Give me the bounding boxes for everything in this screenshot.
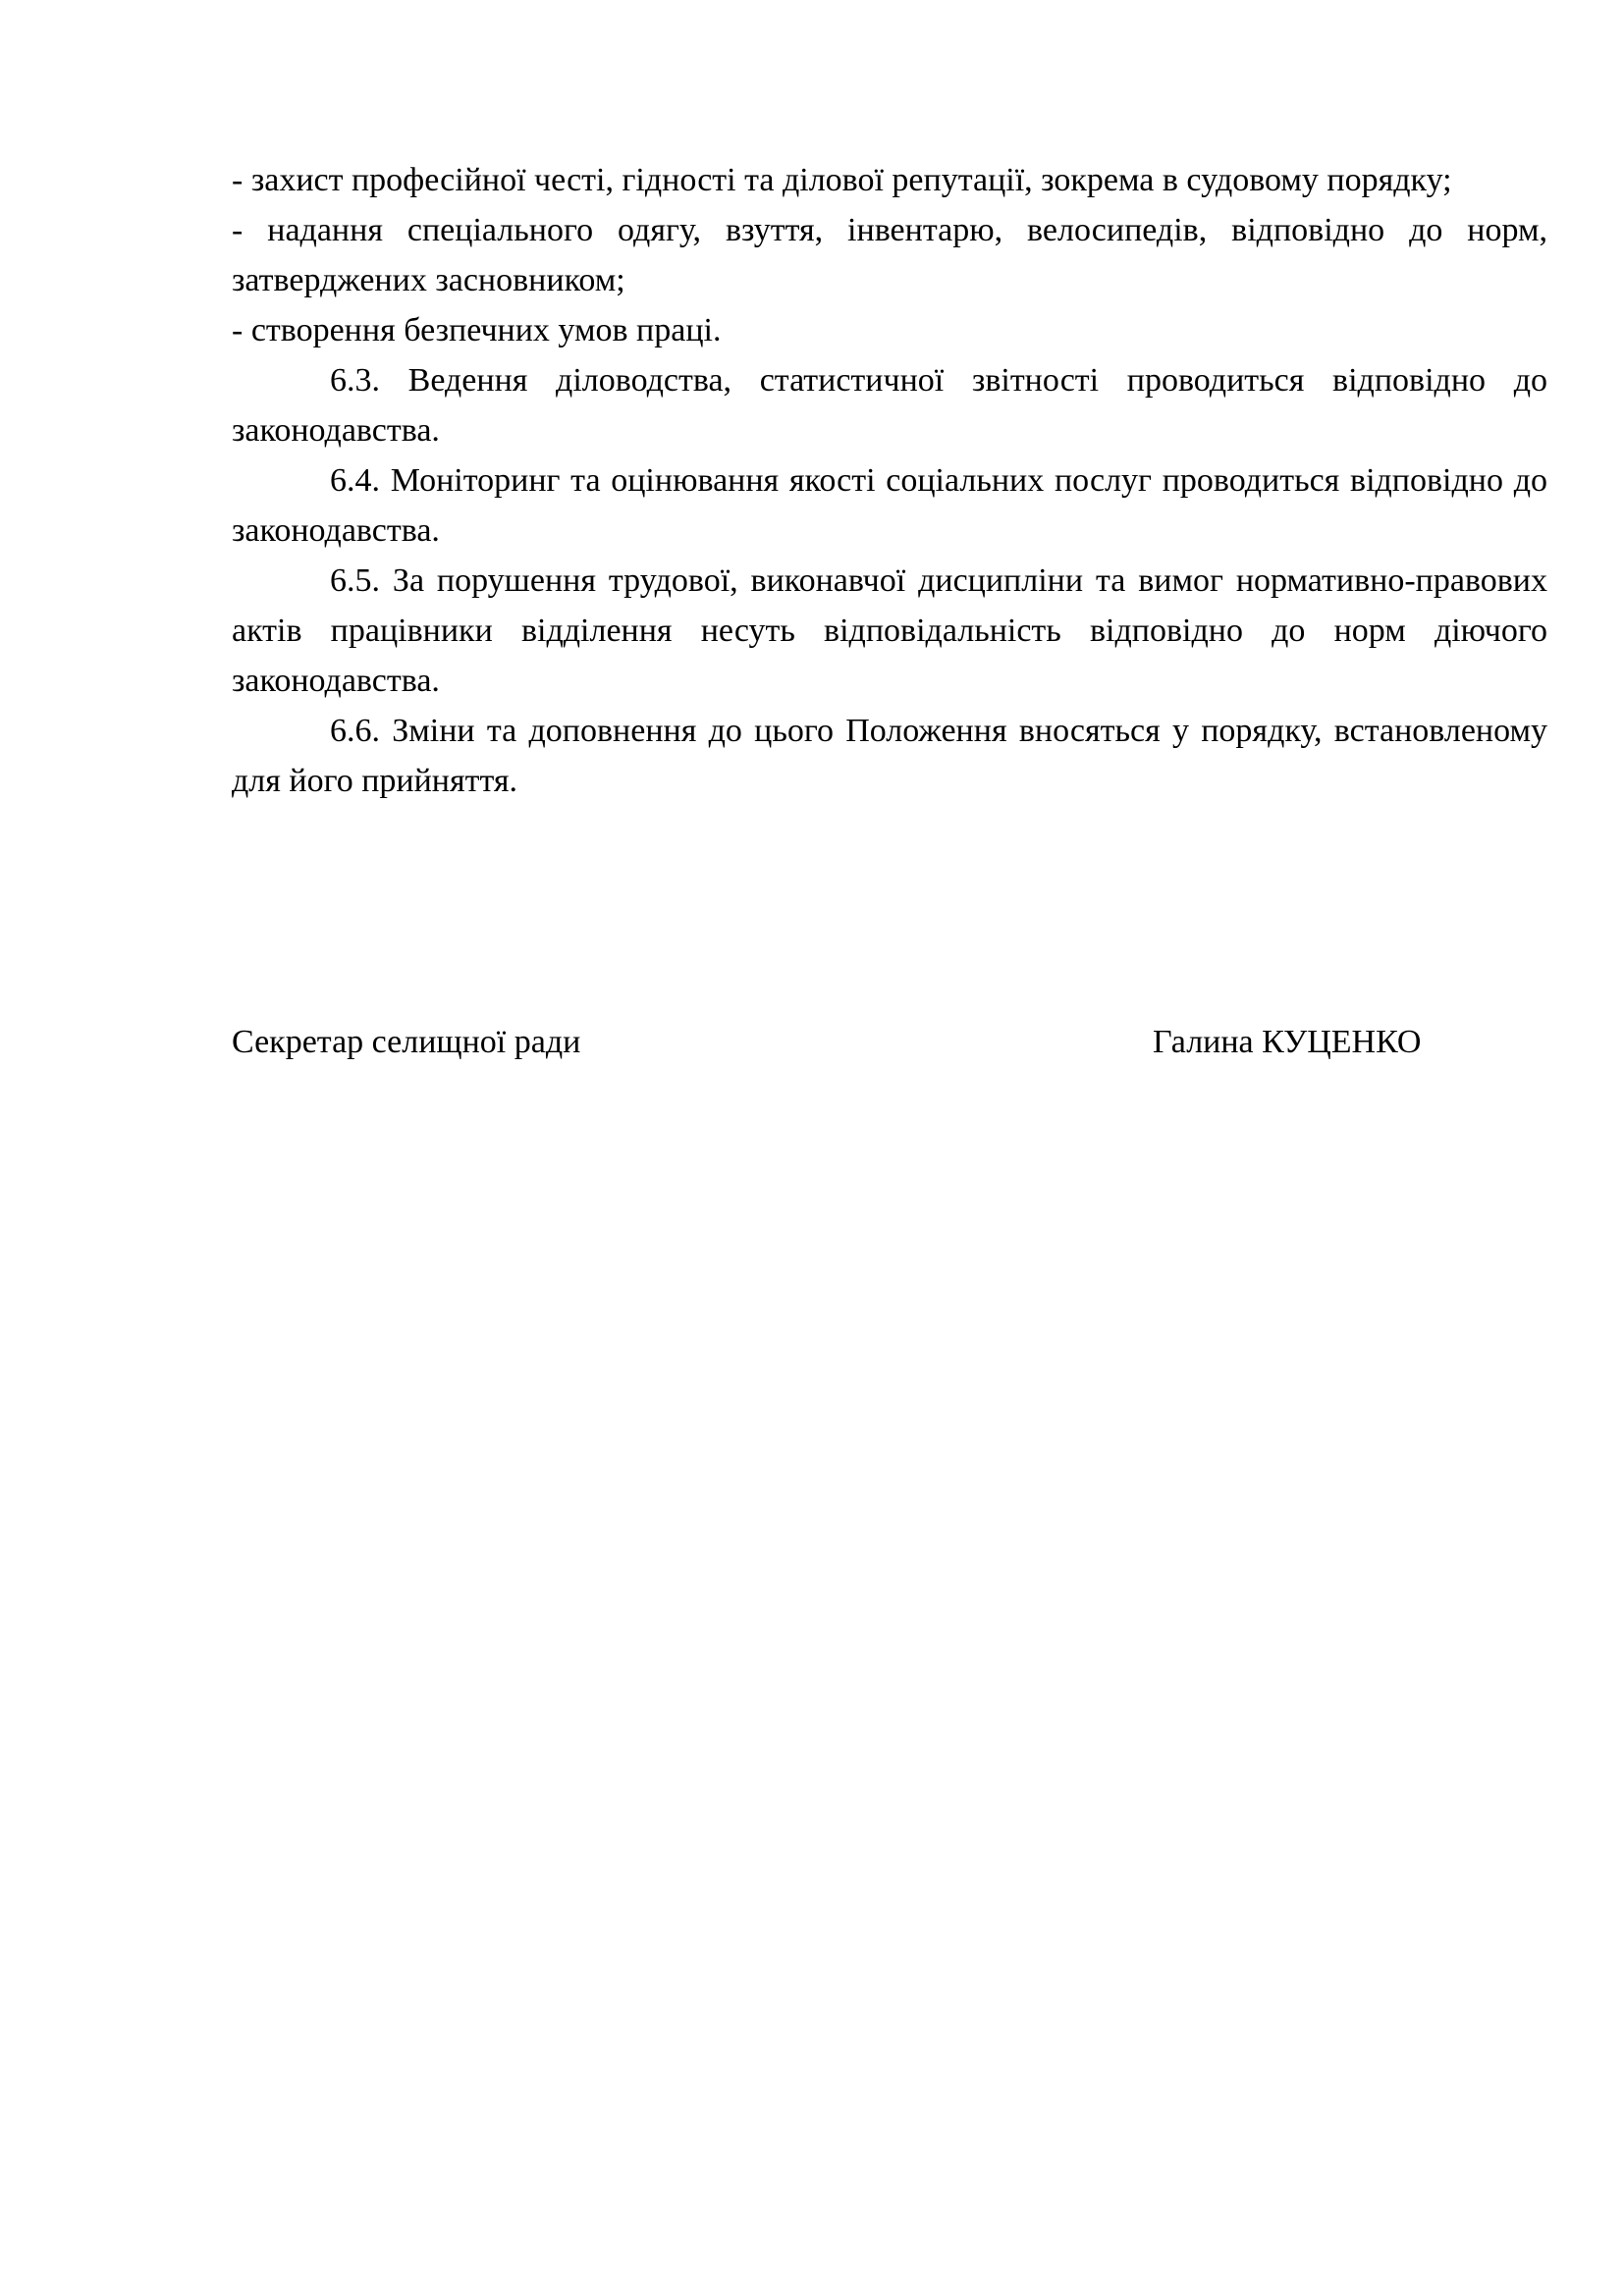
signatory-role: Секретар селищної ради bbox=[232, 1024, 581, 1060]
document-body bbox=[232, 155, 1547, 806]
list-item-clothing: - надання спеціального одягу, взуття, інвентарю, велосипедів, відповідно до норм, затверджених засновником; bbox=[232, 212, 1547, 298]
clause-6-6: 6.6. Зміни та доповнення до цього Положення вносяться у порядку, встановленому для його прийняття. bbox=[232, 713, 1547, 799]
list-item-safety: - створення безпечних умов праці. bbox=[232, 312, 722, 348]
clause-6-3: 6.3. Ведення діловодства, статистичної звітності проводиться відповідно до законодавства. bbox=[232, 362, 1547, 449]
signature-block bbox=[232, 1017, 1547, 1067]
signatory-name: Галина КУЦЕНКО bbox=[1153, 1024, 1422, 1060]
clause-6-4: 6.4. Моніторинг та оцінювання якості соціальних послуг проводиться відповідно до законодавства. bbox=[232, 462, 1547, 549]
list-item-protection: - захист професійної честі, гідності та ділової репутації, зокрема в судовому порядку; bbox=[232, 162, 1452, 198]
clause-6-5: 6.5. За порушення трудової, виконавчої дисципліни та вимог нормативно-правових актів працівники відділення несуть відповідальність відповідно до норм діючого законодавства. bbox=[232, 562, 1547, 699]
